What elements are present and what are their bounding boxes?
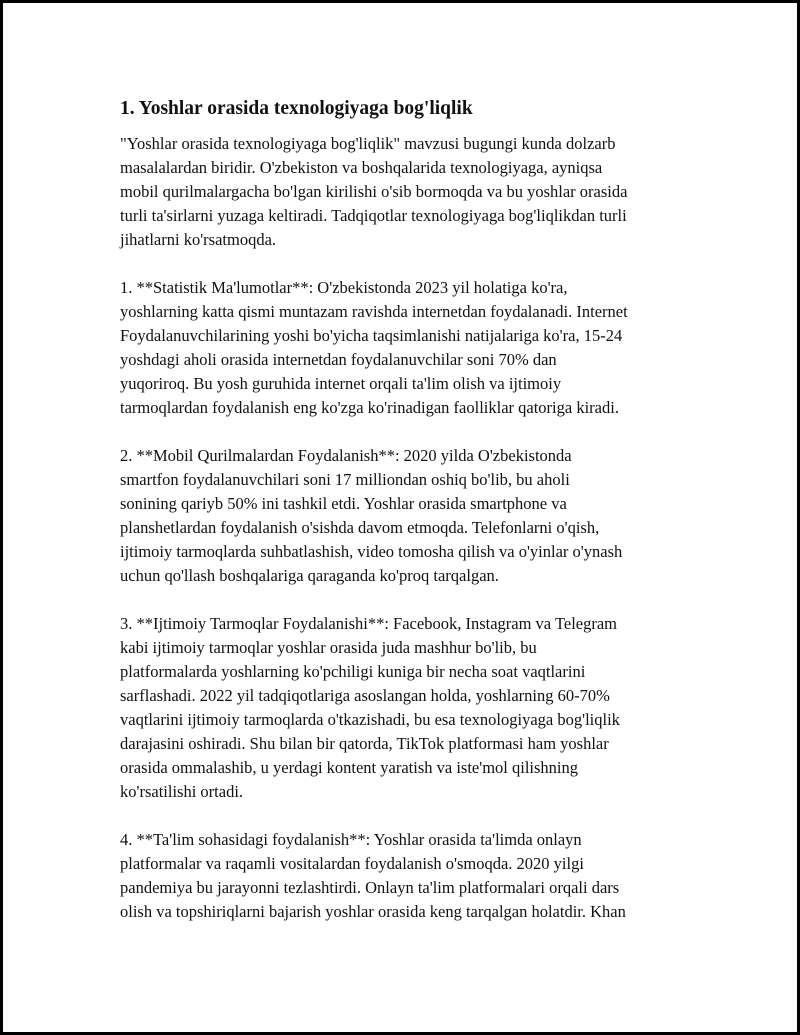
text-line: sonining qariyb 50% ini tashkil etdi. Yoshlar orasida smartphone va [120, 494, 567, 513]
text-line: Foydalanuvchilarining yoshi bo'yicha taqsimlanishi natijalariga ko'ra, 15-24 [120, 326, 623, 345]
text-line: platformalarda yoshlarning ko'pchiligi kuniga bir necha soat vaqtlarini [120, 662, 586, 681]
document-body [120, 97, 700, 924]
text-line: 1. **Statistik Ma'lumotlar**: O'zbekistonda 2023 yil holatiga ko'ra, [120, 278, 568, 297]
mobile-devices-paragraph [120, 444, 700, 588]
text-line: ijtimoiy tarmoqlarda suhbatlashish, video tomosha qilish va o'yinlar o'ynash [120, 542, 623, 561]
text-line: jihatlarni ko'rsatmoqda. [120, 230, 277, 249]
text-line: vaqtlarini ijtimoiy tarmoqlarda o'tkazishadi, bu esa texnologiyaga bog'liqlik [120, 710, 620, 729]
text-line: planshetlardan foydalanish o'sishda davom etmoqda. Telefonlarni o'qish, [120, 518, 600, 537]
paragraph-gap [120, 420, 700, 444]
social-networks-paragraph [120, 612, 700, 804]
section-heading: 1. Yoshlar orasida texnologiyaga bog'liqlik [120, 98, 473, 119]
text-line: masalalardan biridir. O'zbekiston va boshqalarida texnologiyaga, ayniqsa [120, 158, 603, 177]
text-line: 2. **Mobil Qurilmalardan Foydalanish**: 2020 yilda O'zbekistonda [120, 446, 572, 465]
text-line: yoshdagi aholi orasida internetdan foydalanuvchilar soni 70% dan [120, 350, 557, 369]
text-line: kabi ijtimoiy tarmoqlar yoshlar orasida juda mashhur bo'lib, bu [120, 638, 537, 657]
intro-paragraph [120, 132, 700, 252]
paragraph-gap [120, 588, 700, 612]
text-line: darajasini oshiradi. Shu bilan bir qatorda, TikTok platformasi ham yoshlar [120, 734, 609, 753]
paragraph-gap [120, 252, 700, 276]
text-line: pandemiya bu jarayonni tezlashtirdi. Onlayn ta'lim platformalari orqali dars [120, 878, 620, 897]
text-line: mobil qurilmalargacha bo'lgan kirilishi o'sib bormoqda va bu yoshlar orasida [120, 182, 628, 201]
text-line: orasida ommalashib, u yerdagi kontent yaratish va iste'mol qilishning [120, 758, 579, 777]
text-line: platformalar va raqamli vositalardan foydalanish o'smoqda. 2020 yilgi [120, 854, 584, 873]
text-line: "Yoshlar orasida texnologiyaga bog'liqlik" mavzusi bugungi kunda dolzarb [120, 134, 616, 153]
text-line: olish va topshiriqlarni bajarish yoshlar orasida keng tarqalgan holatdir. Khan [120, 902, 626, 921]
text-line: yoshlarning katta qismi muntazam ravishda internetdan foydalanadi. Internet [120, 302, 628, 321]
text-line: turli ta'sirlarni yuzaga keltiradi. Tadqiqotlar texnologiyaga bog'liqlikdan turli [120, 206, 627, 225]
education-paragraph [120, 828, 700, 924]
text-line: smartfon foydalanuvchilari soni 17 milliondan oshiq bo'lib, bu aholi [120, 470, 570, 489]
paragraph-gap [120, 804, 700, 828]
text-line: 3. **Ijtimoiy Tarmoqlar Foydalanishi**: Facebook, Instagram va Telegram [120, 614, 618, 633]
text-line: 4. **Ta'lim sohasidagi foydalanish**: Yoshlar orasida ta'limda onlayn [120, 830, 582, 849]
text-line: uchun qo'llash boshqalariga qaraganda ko'proq tarqalgan. [120, 566, 499, 585]
statistics-paragraph [120, 276, 700, 420]
text-line: tarmoqlardan foydalanish eng ko'zga ko'rinadigan faolliklar qatoriga kiradi. [120, 398, 619, 417]
text-line: ko'rsatilishi ortadi. [120, 782, 244, 801]
text-line: sarflashadi. 2022 yil tadqiqotlariga asoslangan holda, yoshlarning 60-70% [120, 686, 610, 705]
text-line: yuqoriroq. Bu yosh guruhida internet orqali ta'lim olish va ijtimoiy [120, 374, 562, 393]
